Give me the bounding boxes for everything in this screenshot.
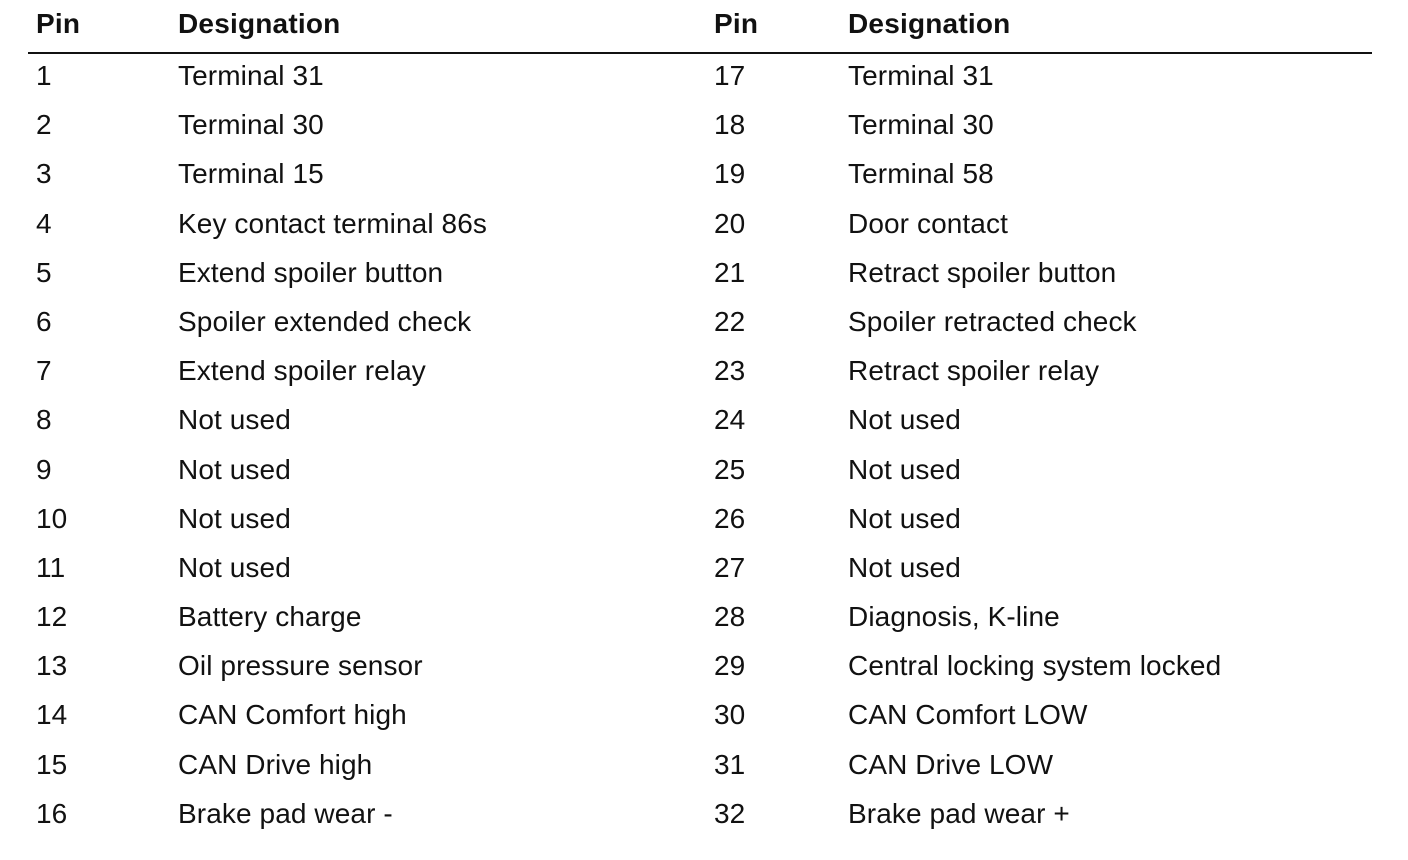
pin-number: 6 bbox=[36, 305, 52, 337]
pin-number: 30 bbox=[714, 699, 746, 731]
pin-designation: Key contact terminal 86s bbox=[178, 207, 487, 239]
table-row bbox=[28, 743, 1372, 792]
table-row bbox=[28, 152, 1372, 201]
pin-number: 7 bbox=[36, 355, 52, 387]
pin-designation: CAN Drive high bbox=[178, 748, 373, 780]
table-row bbox=[28, 202, 1372, 251]
pin-number: 26 bbox=[714, 502, 746, 534]
pin-number: 23 bbox=[714, 355, 746, 387]
pin-number: 20 bbox=[714, 207, 746, 239]
table-row bbox=[28, 398, 1372, 447]
table-row bbox=[28, 792, 1372, 841]
pin-number: 10 bbox=[36, 502, 68, 534]
header-designation-left: Designation bbox=[178, 8, 341, 39]
pin-number: 27 bbox=[714, 551, 746, 583]
pin-number: 28 bbox=[714, 601, 746, 633]
pin-designation: Terminal 58 bbox=[848, 158, 994, 190]
pin-number: 29 bbox=[714, 650, 746, 682]
pin-designation: Diagnosis, K-line bbox=[848, 601, 1060, 633]
table-row bbox=[28, 251, 1372, 300]
table-row bbox=[28, 448, 1372, 497]
pin-number: 19 bbox=[714, 158, 746, 190]
pin-designation: Not used bbox=[848, 502, 961, 534]
pin-designation: Brake pad wear + bbox=[848, 797, 1070, 829]
pin-designation: Battery charge bbox=[178, 601, 362, 633]
table-row bbox=[28, 300, 1372, 349]
pin-designation: Extend spoiler button bbox=[178, 256, 444, 288]
pin-designation: Terminal 30 bbox=[178, 109, 324, 141]
pin-designation: CAN Drive LOW bbox=[848, 748, 1054, 780]
pin-designation: Not used bbox=[848, 404, 961, 436]
pin-designation: Brake pad wear - bbox=[178, 797, 393, 829]
pin-designation: Not used bbox=[848, 551, 961, 583]
header-pin-right: Pin bbox=[714, 8, 759, 39]
pin-number: 22 bbox=[714, 305, 746, 337]
header-pin-left: Pin bbox=[36, 8, 81, 39]
pin-designation: Terminal 31 bbox=[848, 60, 994, 91]
pin-number: 2 bbox=[36, 109, 52, 141]
pin-designation: CAN Comfort high bbox=[178, 699, 407, 731]
pin-designation: Door contact bbox=[848, 207, 1008, 239]
pin-designation: Terminal 31 bbox=[178, 60, 324, 91]
pin-number: 21 bbox=[714, 256, 746, 288]
pin-number: 17 bbox=[714, 60, 746, 91]
table-row bbox=[28, 497, 1372, 546]
table-row bbox=[28, 595, 1372, 644]
pin-number: 15 bbox=[36, 748, 68, 780]
table-row bbox=[28, 103, 1372, 152]
pin-number: 4 bbox=[36, 207, 52, 239]
table-body bbox=[28, 54, 1372, 841]
pin-designation: Not used bbox=[848, 453, 961, 485]
pin-number: 3 bbox=[36, 158, 52, 190]
pin-designation: Spoiler extended check bbox=[178, 305, 472, 337]
pin-number: 11 bbox=[36, 551, 66, 583]
pin-designation: Terminal 30 bbox=[848, 109, 994, 141]
pin-designation: Not used bbox=[178, 453, 291, 485]
table-header bbox=[28, 0, 1372, 54]
table-row bbox=[28, 349, 1372, 398]
pin-designation: CAN Comfort LOW bbox=[848, 699, 1088, 731]
pin-number: 5 bbox=[36, 256, 52, 288]
pin-number: 12 bbox=[36, 601, 68, 633]
pin-number: 32 bbox=[714, 797, 746, 829]
header-designation-right: Designation bbox=[848, 8, 1011, 39]
pin-designation: Not used bbox=[178, 551, 291, 583]
pin-assignment-table bbox=[28, 0, 1372, 841]
pin-number: 13 bbox=[36, 650, 68, 682]
pin-designation: Extend spoiler relay bbox=[178, 355, 426, 387]
pin-number: 14 bbox=[36, 699, 68, 731]
pin-designation: Retract spoiler relay bbox=[848, 355, 1100, 387]
pin-designation: Spoiler retracted check bbox=[848, 305, 1137, 337]
table-row bbox=[28, 546, 1372, 595]
table-row bbox=[28, 54, 1372, 103]
pin-designation: Terminal 15 bbox=[178, 158, 324, 190]
pin-number: 8 bbox=[36, 404, 52, 436]
pin-number: 1 bbox=[36, 60, 52, 91]
pin-number: 9 bbox=[36, 453, 52, 485]
table-row bbox=[28, 644, 1372, 693]
pin-number: 18 bbox=[714, 109, 746, 141]
pin-number: 31 bbox=[714, 748, 746, 780]
table-row bbox=[28, 693, 1372, 742]
pin-number: 24 bbox=[714, 404, 746, 436]
pin-designation: Central locking system locked bbox=[848, 650, 1222, 682]
pin-designation: Not used bbox=[178, 404, 291, 436]
pin-designation: Not used bbox=[178, 502, 291, 534]
pin-designation: Oil pressure sensor bbox=[178, 650, 423, 682]
pin-number: 25 bbox=[714, 453, 746, 485]
pin-designation: Retract spoiler button bbox=[848, 256, 1117, 288]
pin-number: 16 bbox=[36, 797, 68, 829]
